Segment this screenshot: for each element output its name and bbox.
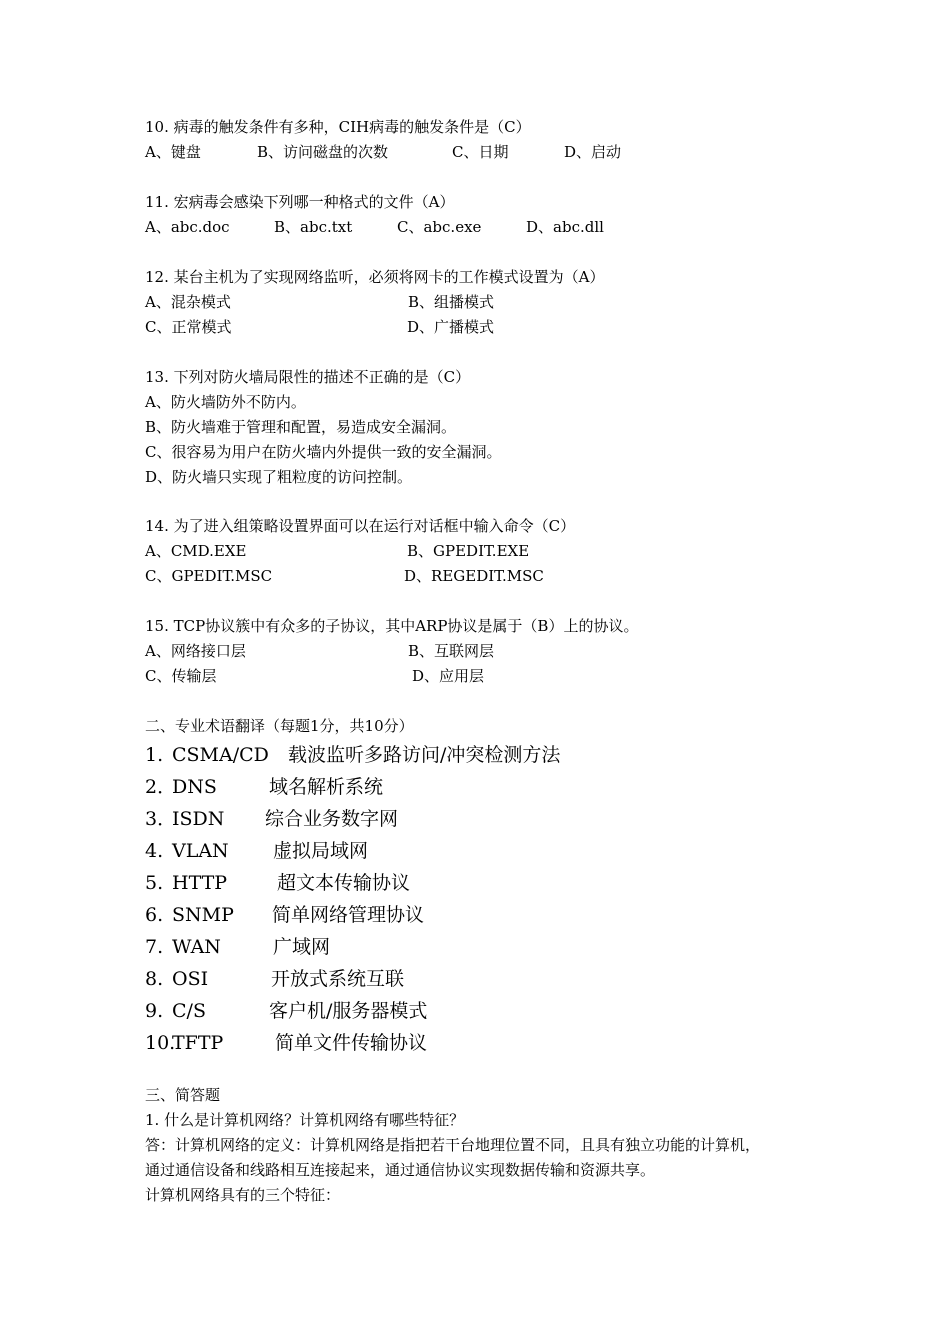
question-14-stem: 14. 为了进入组策略设置界面可以在运行对话框中输入命令（C）	[145, 517, 576, 535]
term-number: 7.	[145, 936, 164, 958]
term-row-2	[145, 775, 384, 799]
q10-option-c: C、日期	[452, 143, 509, 161]
q12-option-a: A、混杂模式	[145, 293, 231, 311]
term-row-3	[145, 807, 399, 831]
term-number: 1.	[145, 744, 164, 766]
question-12-stem: 12. 某台主机为了实现网络监听，必须将网卡的工作模式设置为（A）	[145, 268, 605, 286]
term-abbr: CSMA/CD	[172, 744, 269, 766]
question-10-stem: 10. 病毒的触发条件有多种，CIH病毒的触发条件是（C）	[145, 118, 531, 136]
q12-option-b: B、组播模式	[408, 293, 495, 311]
question-11-stem: 11. 宏病毒会感染下列哪一种格式的文件（A）	[145, 193, 455, 211]
term-meaning: 广域网	[273, 936, 331, 958]
question-15-stem: 15. TCP协议簇中有众多的子协议，其中ARP协议是属于（B）上的协议。	[145, 617, 639, 635]
q13-option-a: A、防火墙防外不防内。	[145, 393, 306, 411]
term-meaning: 简单网络管理协议	[272, 904, 425, 926]
term-row-9	[145, 999, 428, 1023]
section-terms-heading: 二、专业术语翻译（每题1分，共10分）	[145, 717, 414, 735]
q13-option-d: D、防火墙只实现了粗粒度的访问控制。	[145, 468, 413, 486]
q11-option-a: A、abc.doc	[145, 218, 230, 236]
term-number: 3．	[145, 808, 177, 830]
term-meaning: 简单文件传输协议	[275, 1032, 428, 1054]
q13-option-b: B、防火墙难于管理和配置，易造成安全漏洞。	[145, 418, 457, 436]
term-row-1	[145, 743, 561, 767]
q10-option-a: A、键盘	[145, 143, 201, 161]
q12-option-d: D、广播模式	[407, 318, 495, 336]
term-row-4	[145, 839, 369, 863]
term-number: 4.	[145, 840, 164, 862]
answer-line-2: 通过通信设备和线路相互连接起来，通过通信协议实现数据传输和资源共享。	[145, 1161, 656, 1179]
term-meaning: 超文本传输协议	[277, 872, 411, 894]
term-abbr: DNS	[172, 776, 217, 798]
q11-option-c: C、abc.exe	[397, 218, 482, 236]
term-abbr: WAN	[172, 936, 221, 958]
q14-option-c: C、GPEDIT.MSC	[145, 567, 273, 585]
q15-option-d: D、应用层	[412, 667, 485, 685]
short-question-1: 1. 什么是计算机网络？计算机网络有哪些特征？	[145, 1111, 465, 1129]
term-abbr: VLAN	[172, 840, 229, 862]
term-row-6	[145, 903, 425, 927]
term-abbr: OSI	[172, 968, 209, 990]
term-row-5	[145, 871, 411, 895]
term-abbr: C/S	[172, 1000, 206, 1022]
term-abbr: HTTP	[172, 872, 228, 894]
q13-option-c: C、很容易为用户在防火墙内外提供一致的安全漏洞。	[145, 443, 502, 461]
term-meaning: 域名解析系统	[269, 776, 384, 798]
term-row-10	[145, 1031, 428, 1055]
term-number: 9.	[145, 1000, 164, 1022]
q10-option-b: B、访问磁盘的次数	[257, 143, 389, 161]
term-meaning: 综合业务数字网	[265, 808, 399, 830]
q12-option-c: C、正常模式	[145, 318, 232, 336]
term-abbr: TFTP	[172, 1032, 224, 1054]
q11-option-d: D、abc.dll	[526, 218, 604, 236]
section-short-heading: 三、简答题	[145, 1086, 221, 1104]
term-meaning: 载波监听多路访问/冲突检测方法	[288, 744, 561, 766]
q14-option-d: D、REGEDIT.MSC	[404, 567, 544, 585]
term-number: 2．	[145, 776, 177, 798]
q15-option-a: A、网络接口层	[145, 642, 246, 660]
answer-line-1: 答：计算机网络的定义：计算机网络是指把若干台地理位置不同，且具有独立功能的计算机，	[145, 1136, 761, 1154]
answer-line-3: 计算机网络具有的三个特征：	[145, 1186, 341, 1204]
q14-option-a: A、CMD.EXE	[145, 542, 247, 560]
term-number: 10.	[145, 1032, 176, 1054]
term-abbr: SNMP	[172, 904, 234, 926]
term-row-7	[145, 935, 331, 959]
term-number: 6.	[145, 904, 164, 926]
q11-option-b: B、abc.txt	[274, 218, 353, 236]
term-abbr: ISDN	[172, 808, 225, 830]
term-row-8	[145, 967, 405, 991]
term-meaning: 虚拟局域网	[273, 840, 369, 862]
question-13-stem: 13. 下列对防火墙局限性的描述不正确的是（C）	[145, 368, 471, 386]
q14-option-b: B、GPEDIT.EXE	[407, 542, 530, 560]
term-number: 5.	[145, 872, 164, 894]
term-meaning: 开放式系统互联	[271, 968, 405, 990]
q15-option-b: B、互联网层	[408, 642, 495, 660]
q10-option-d: D、启动	[564, 143, 622, 161]
term-meaning: 客户机/服务器模式	[269, 1000, 428, 1022]
q15-option-c: C、传输层	[145, 667, 217, 685]
term-number: 8.	[145, 968, 164, 990]
